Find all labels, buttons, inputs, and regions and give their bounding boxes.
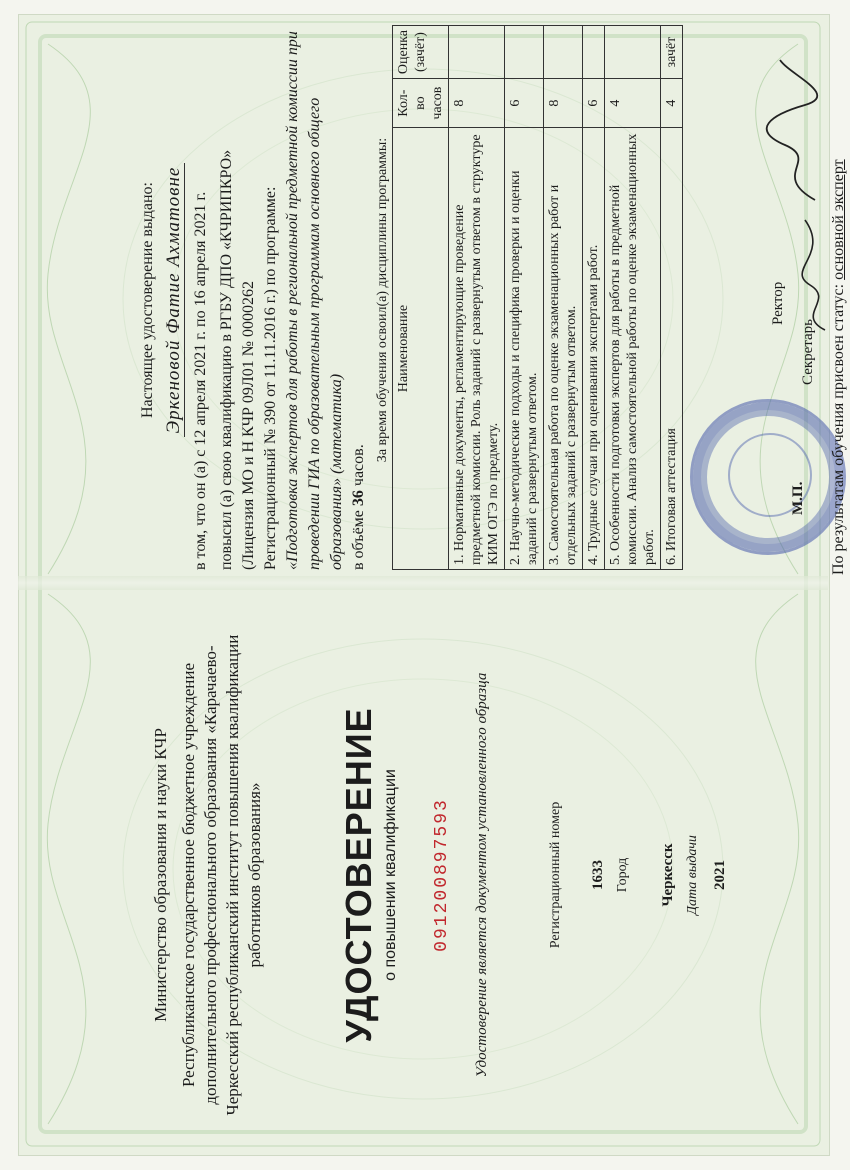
disciplines-table — [392, 25, 683, 570]
issue-date-label: Дата выдачи — [685, 835, 700, 915]
discipline-hours: 8 — [544, 79, 583, 128]
header-name: Наименование — [393, 128, 449, 570]
discipline-grade — [605, 26, 661, 79]
license-line: (Лицензия МО и Н КЧР 09Л01 № 0000262 — [240, 281, 257, 570]
discipline-hours: 4 — [661, 79, 683, 128]
period-line: в том, что он (а) с 12 апреля 2021 г. по 16 апреля 2021 г. — [192, 191, 209, 570]
city-label: Город — [615, 857, 630, 893]
discipline-name: 3. Самостоятельная работа по оценке экзаменационных работ и отдельных заданий с развернутым ответом. — [544, 128, 583, 570]
table-row — [605, 26, 661, 570]
header-hours: Кол-во часов — [393, 79, 449, 128]
document-note: Удостоверение является документом установленного образца — [474, 672, 490, 1078]
table-row — [505, 26, 544, 570]
hours-prefix: в объёме — [350, 510, 367, 570]
table-row — [449, 26, 505, 570]
result-status: основной эксперт — [830, 159, 847, 280]
header-grade: Оценка (зачёт) — [393, 26, 449, 79]
discipline-hours: 4 — [605, 79, 661, 128]
intro-text: Настоящее удостоверение выдано: — [139, 182, 156, 418]
registration-label: Регистрационный номер — [548, 801, 563, 949]
ministry-name: Министерство образования и науки КЧР — [151, 728, 170, 1022]
hours-line — [348, 30, 369, 570]
discipline-grade — [583, 26, 605, 79]
rector-label: Ректор — [770, 281, 786, 325]
discipline-grade — [505, 26, 544, 79]
document-title: УДОСТОВЕРЕНИЕ — [338, 707, 379, 1043]
disciplines-label: За время обучения освоил(а) дисциплины программы: — [375, 137, 390, 463]
table-row — [583, 26, 605, 570]
stamp-label: М.П. — [790, 481, 806, 515]
discipline-hours: 6 — [583, 79, 605, 128]
registration-number: 1633 — [590, 860, 606, 890]
person-line — [163, 30, 185, 570]
official-stamp — [690, 399, 846, 555]
discipline-name: 1. Нормативные документы, регламентирующие проведение предметной комиссии. Роль заданий с развернутым ответом в структуре КИМ ОГЭ по предмету. — [449, 128, 505, 570]
discipline-hours: 6 — [505, 79, 544, 128]
document-subtitle: о повышении квалификации — [382, 769, 399, 981]
institution-name: Республиканское государственное бюджетное учреждение дополнительного профессионального образования «Карачаево-Черкесский республиканский институт повышения квалификации работников образования» — [179, 634, 264, 1116]
result-line — [830, 15, 848, 575]
serial-number: 091200897593 — [432, 798, 452, 952]
discipline-hours: 8 — [449, 79, 505, 128]
discipline-name: 2. Научно-методические подходы и специфика проверки и оценки заданий с развернутым ответом. — [505, 128, 544, 570]
hours-suffix: часов. — [350, 444, 367, 487]
cover-page — [0, 585, 850, 1170]
discipline-grade: зачёт — [661, 26, 683, 79]
program-name: «Подготовка экспертов для работы в региональной предметной комиссии при проведении ГИА по образовательным программам основного общего образования» (математика) — [284, 31, 345, 570]
discipline-grade — [449, 26, 505, 79]
discipline-grade — [544, 26, 583, 79]
issue-year: 2021 — [712, 860, 728, 890]
result-prefix: По результатам обучения присвоен статус: — [830, 283, 847, 575]
hours-value: 36 — [350, 490, 367, 507]
discipline-name: 5. Особенности подготовки экспертов для работы в предметной комиссии. Анализ самостоятельной работы по оценке экзаменационных работ. — [605, 128, 661, 570]
discipline-name: 4. Трудные случаи при оценивании экспертами работ. — [583, 128, 605, 570]
table-row — [544, 26, 583, 570]
registration-line: Регистрационный № 390 от 11.11.2016 г.) по программе: — [262, 186, 279, 570]
upgrade-line: повысил (а) свою квалификацию в РГБУ ДПО «КЧРИПКРО» — [218, 149, 235, 570]
secretary-label: Секретарь — [800, 318, 816, 385]
table-row — [661, 26, 683, 570]
table-header-row — [393, 26, 449, 570]
city-name: Черкесск — [660, 843, 676, 907]
person-name: Эркеновой Фатие Ахматовне — [163, 163, 185, 438]
discipline-name: 6. Итоговая аттестация — [661, 128, 683, 570]
